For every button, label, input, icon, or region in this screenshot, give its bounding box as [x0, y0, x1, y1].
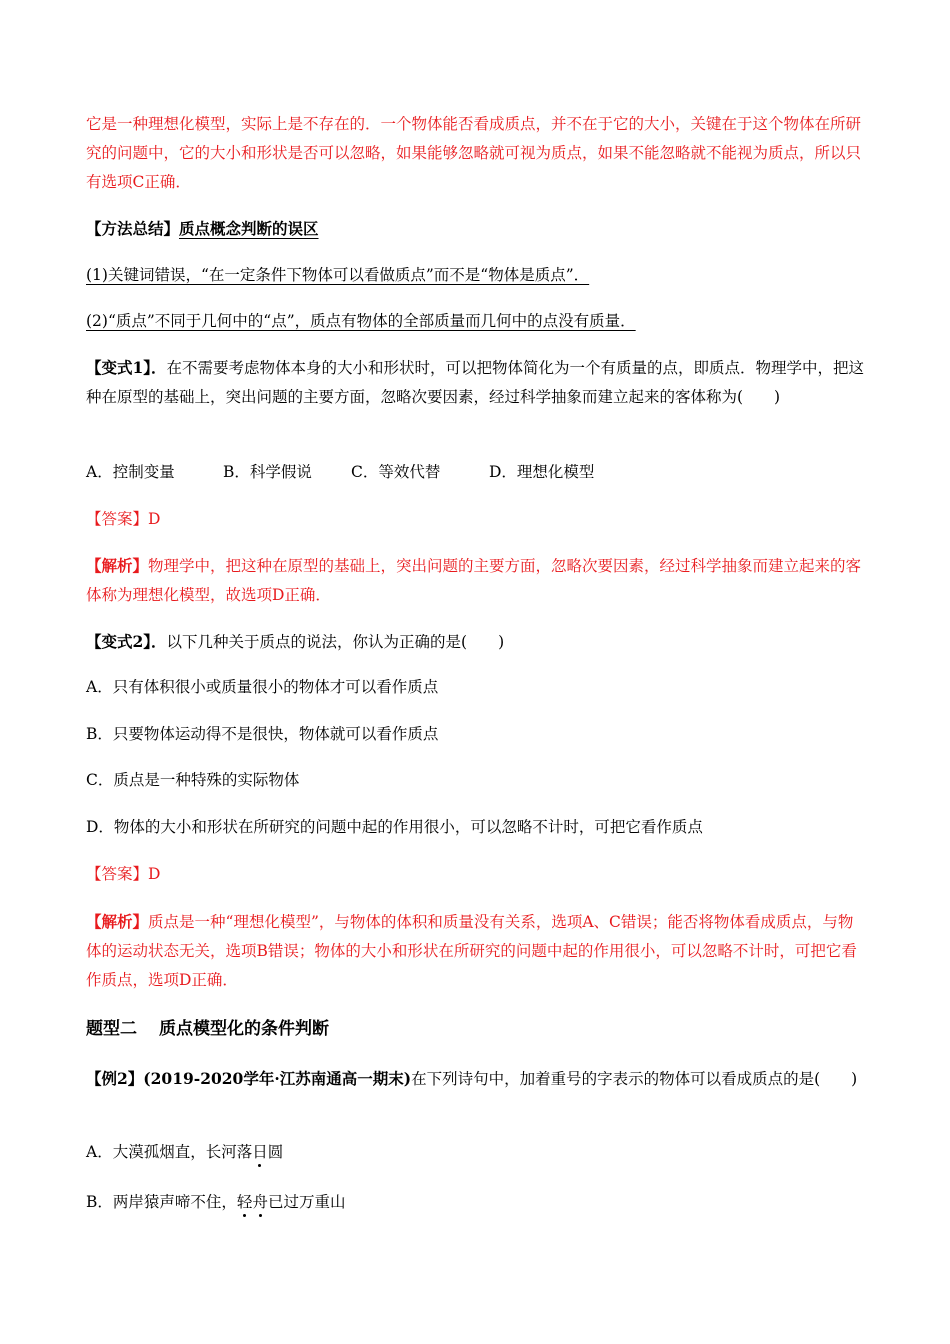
- variant2-question: [86, 627, 866, 657]
- variant2-analysis-text: 质点是一种“理想化模型”，与物体的体积和质量没有关系，选项A、C错误；能否将物体看成质点，与物体的运动状态无关，选项B错误；物体的大小和形状在所研究的问题中起的作用很小，可以忽略不计时，可把它看作质点，选项D正确．: [86, 913, 857, 989]
- example2-question: [86, 1064, 866, 1094]
- variant2-stem: 以下几种关于质点的说法，你认为正确的是( ): [166, 633, 505, 651]
- variant1-options: [86, 458, 866, 487]
- variant2-label: 【变式2】．: [86, 632, 167, 651]
- variant2-analysis-label: 【解析】: [86, 912, 149, 931]
- example2-option-a: A．大漠孤烟直，长河落日圆: [86, 1143, 284, 1161]
- emphasis-dot-char: 轻: [236, 1193, 253, 1211]
- method-point-2: (2)“质点”不同于几何中的“点”，质点有物体的全部质量而几何中的点没有质量．: [86, 312, 636, 330]
- variant2-option-a: A．只有体积很小或质量很小的物体才可以看作质点: [86, 678, 439, 696]
- method-summary-title: 质点概念判断的误区: [179, 219, 319, 238]
- variant2-option-c: C．质点是一种特殊的实际物体: [86, 771, 300, 789]
- variant2-answer: 【答案】D: [86, 865, 161, 883]
- variant1-analysis-text: 物理学中，把这种在原型的基础上，突出问题的主要方面，忽略次要因素，经过科学抽象而建立起来的客体称为理想化模型，故选项D正确．: [86, 557, 862, 604]
- example2-option-b: B．两岸猿声啼不住，轻舟已过万重山: [86, 1193, 346, 1211]
- example2-stem: 在下列诗句中，加着重号的字表示的物体可以看成质点的是( ): [411, 1070, 858, 1088]
- option-c: C．等效代替: [351, 463, 441, 481]
- variant2-analysis: [86, 907, 866, 995]
- variant1-question: [86, 353, 866, 412]
- variant1-answer: 【答案】D: [86, 510, 161, 528]
- variant2-option-b: B．只要物体运动得不是很快，物体就可以看作质点: [86, 725, 439, 743]
- variant1-label: 【变式1】．: [86, 358, 167, 377]
- option-d: D．理想化模型: [489, 463, 595, 481]
- variant1-analysis-label: 【解析】: [86, 556, 149, 575]
- variant1-stem: 在不需要考虑物体本身的大小和形状时，可以把物体简化为一个有质量的点，即质点．物理学中，把这种在原型的基础上，突出问题的主要方面，忽略次要因素，经过科学抽象而建立起来的客体称为( ): [86, 359, 865, 406]
- option-a: A．控制变量: [86, 463, 175, 481]
- option-b: B．科学假说: [223, 463, 312, 481]
- emphasis-dot-char: 日: [252, 1143, 268, 1161]
- example2-label: 【例2】(2019-2020学年·江苏南通高一期末): [86, 1069, 412, 1088]
- method-summary-heading: [86, 214, 866, 243]
- variant1-analysis: [86, 551, 866, 610]
- section-type: 题型二: [86, 1019, 137, 1039]
- section-heading: [86, 1015, 866, 1044]
- explanation-continuation: 它是一种理想化模型，实际上是不存在的．一个物体能否看成质点，并不在于它的大小，关键在于这个物体在所研究的问题中，它的大小和形状是否可以忽略，如果能够忽略就可视为质点，如果不能忽略就不能视为质点，所以只有选项C正确．: [86, 115, 862, 191]
- method-summary-label: 【方法总结】: [86, 219, 180, 238]
- section-title: 质点模型化的条件判断: [159, 1019, 329, 1039]
- variant2-option-d: D．物体的大小和形状在所研究的问题中起的作用很小，可以忽略不计时，可把它看作质点: [86, 818, 703, 836]
- emphasis-dot-char: 舟: [252, 1193, 268, 1211]
- method-point-1: (1)关键词错误，“在一定条件下物体可以看做质点”而不是“物体是质点”．: [86, 266, 590, 284]
